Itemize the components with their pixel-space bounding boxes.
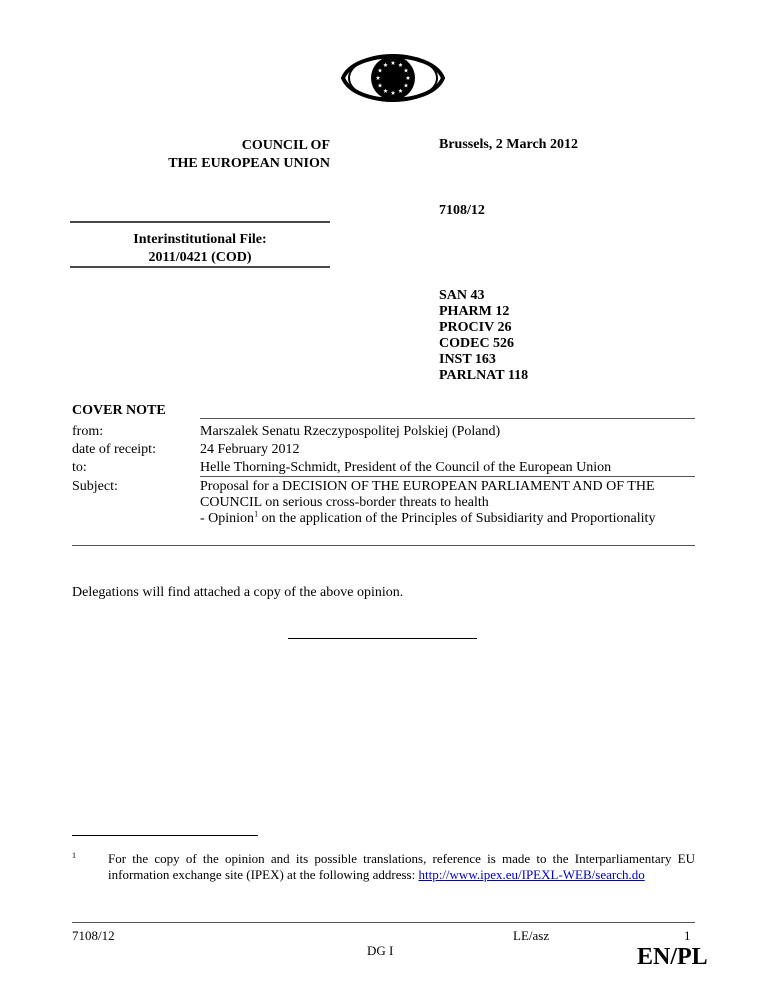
from-label: from:	[72, 424, 104, 439]
footer-dg: DG I	[367, 943, 394, 958]
subject-opinion-rest: on the application of the Principles of Subsidiarity and Proportionality	[258, 511, 656, 526]
document-number: 7108/12	[439, 203, 485, 218]
subject-opinion	[200, 511, 692, 527]
institution-line-2: THE EUROPEAN UNION	[168, 156, 330, 171]
subject-opinion-prefix: - Opinion	[200, 511, 255, 526]
footer-page-number: 1	[684, 928, 691, 943]
cover-rule-bottom	[72, 545, 695, 546]
interinstitutional-label: Interinstitutional File:	[133, 232, 267, 247]
footnote-rule	[72, 835, 258, 836]
to-label: to:	[72, 460, 87, 475]
receipt-value: 24 February 2012	[200, 442, 300, 457]
section-separator	[288, 638, 477, 639]
body-paragraph: Delegations will find attached a copy of the above opinion.	[72, 585, 404, 600]
subject-proposal: Proposal for a DECISION OF THE EUROPEAN PARLIAMENT AND OF THE COUNCIL on serious cross-border threats to health	[200, 479, 655, 510]
footnote-text	[108, 851, 695, 883]
footer-language: EN/PL	[637, 944, 708, 970]
classification-codes	[439, 288, 528, 384]
footnote-body: For the copy of the opinion and its possible translations, reference is made to the Interparliamentary EU information exchange site (IPEX) at the following address:	[108, 851, 695, 882]
code-item: PROCIV 26	[439, 320, 512, 335]
code-item: CODEC 526	[439, 336, 515, 351]
footnote-mark: 1	[72, 851, 76, 860]
code-item: PARLNAT 118	[439, 368, 529, 383]
receipt-label: date of receipt:	[72, 442, 156, 457]
footnote-ref: 1	[254, 509, 259, 519]
council-emblem-logo	[337, 47, 449, 109]
cover-note-title: COVER NOTE	[72, 403, 166, 418]
subject-value	[200, 479, 692, 527]
code-item: SAN 43	[439, 288, 485, 303]
interinstitutional-number: 2011/0421 (COD)	[148, 250, 252, 265]
place-date: Brussels, 2 March 2012	[439, 137, 578, 152]
code-item: INST 163	[439, 352, 496, 367]
subject-label: Subject:	[72, 479, 118, 494]
file-top-rule	[70, 221, 330, 223]
footer-rule	[72, 922, 695, 923]
institution-line-1: COUNCIL OF	[241, 138, 330, 153]
cover-rule-to	[200, 476, 695, 477]
footer-initials: LE/asz	[513, 928, 550, 943]
interinstitutional-file	[70, 231, 330, 267]
from-value: Marszalek Senatu Rzeczypospolitej Polskiej (Poland)	[200, 424, 501, 439]
cover-rule-top	[200, 418, 695, 419]
file-bottom-rule	[70, 266, 330, 268]
ipex-link[interactable]: http://www.ipex.eu/IPEXL-WEB/search.do	[418, 867, 645, 882]
footer-doc-number: 7108/12	[72, 928, 115, 943]
institution-name	[150, 137, 330, 173]
code-item: PHARM 12	[439, 304, 510, 319]
to-value: Helle Thorning-Schmidt, President of the Council of the European Union	[200, 460, 612, 475]
